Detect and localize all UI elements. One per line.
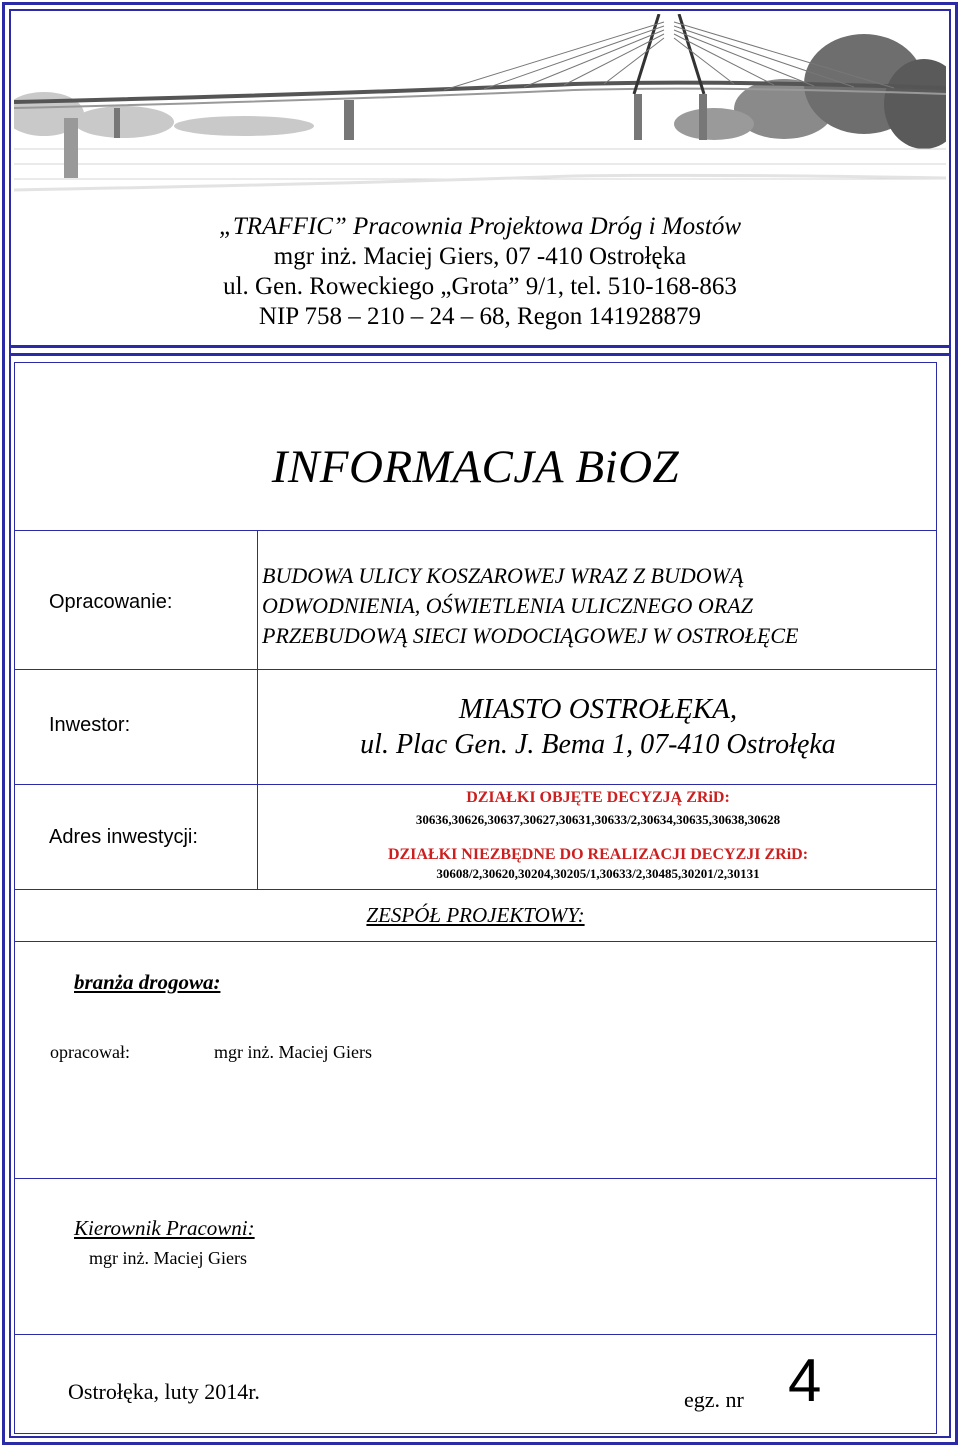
opracowanie-label: Opracowanie: <box>49 591 173 613</box>
copy-number: 4 <box>788 1347 822 1414</box>
company-owner-address: mgr inż. Maciej Giers, 07 -410 Ostrołęka <box>273 243 687 270</box>
project-name-line: ODWODNIENIA, OŚWIETLENIA ULICZNEGO ORAZ <box>262 593 753 618</box>
company-name: „TRAFFIC” Pracownia Projektowa Dróg i Mostów <box>219 213 741 240</box>
investor-name: MIASTO OSTROŁĘKA, <box>458 693 738 725</box>
bridge-illustration <box>14 14 946 200</box>
project-name-line: BUDOWA ULICY KOSZAROWEJ WRAZ Z BUDOWĄ <box>262 563 744 588</box>
bridge-photo <box>14 14 946 200</box>
row-divider <box>14 1334 937 1335</box>
opracowal-label: opracował: <box>50 1042 130 1062</box>
plots-heading-required: DZIAŁKI NIEZBĘDNE DO REALIZACJI DECYZJI ZRiD: <box>387 846 809 863</box>
row-divider <box>14 784 937 785</box>
kierownik-value: mgr inż. Maciej Giers <box>89 1248 247 1268</box>
investor-address: ul. Plac Gen. J. Bema 1, 07-410 Ostrołęka <box>360 729 836 760</box>
row-divider <box>14 530 937 531</box>
divider-bar <box>9 345 951 348</box>
row-divider <box>14 1178 937 1179</box>
document-title: INFORMACJA BiOZ <box>271 441 680 493</box>
branza-heading: branża drogowa: <box>74 970 221 994</box>
copy-label: egz. nr <box>684 1387 744 1412</box>
inwestor-label: Inwestor: <box>49 714 131 736</box>
kierownik-heading: Kierownik Pracowni: <box>74 1216 255 1240</box>
adres-label: Adres inwestycji: <box>49 826 198 848</box>
project-name-line: PRZEBUDOWĄ SIECI WODOCIĄGOWEJ W OSTROŁĘCE <box>262 623 799 648</box>
plots-list-zrid: 30636,30626,30637,30627,30631,30633/2,30634,30635,30638,30628 <box>415 812 781 827</box>
company-street-phone: ul. Gen. Roweckiego „Grota” 9/1, tel. 510-168-863 <box>223 273 737 300</box>
opracowal-value: mgr inż. Maciej Giers <box>214 1042 372 1062</box>
team-heading: ZESPÓŁ PROJEKTOWY: <box>366 903 585 927</box>
row-divider <box>14 669 937 670</box>
place-date: Ostrołęka, luty 2014r. <box>68 1379 260 1404</box>
company-header <box>14 212 946 332</box>
divider-bar <box>9 353 951 356</box>
project-name <box>262 561 798 651</box>
company-nip-regon: NIP 758 – 210 – 24 – 68, Regon 141928879 <box>258 303 702 330</box>
row-divider <box>14 889 937 890</box>
plots-list-required: 30608/2,30620,30204,30205/1,30633/2,30485,30201/2,30131 <box>436 866 760 881</box>
plots-heading-zrid: DZIAŁKI OBJĘTE DECYZJĄ ZRiD: <box>466 789 730 806</box>
